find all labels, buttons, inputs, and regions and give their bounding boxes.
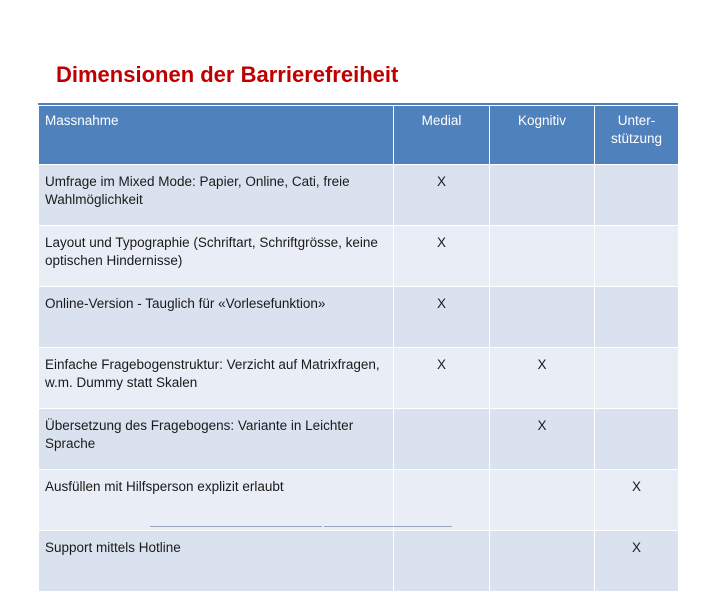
measure-cell: Übersetzung des Fragebogens: Variante in Leichter Sprache xyxy=(39,409,394,470)
header-unterstuetzung: Unter- stützung xyxy=(595,106,679,165)
kognitiv-mark xyxy=(490,226,595,287)
table-header-row xyxy=(39,106,679,165)
slide-title: Dimensionen der Barrierefreiheit xyxy=(56,62,399,87)
unterstuetzung-mark xyxy=(595,165,679,226)
footer-line-left xyxy=(150,526,322,527)
measure-cell: Ausfüllen mit Hilfsperson explizit erlaubt xyxy=(39,470,394,531)
table-row xyxy=(39,409,679,470)
kognitiv-mark: X xyxy=(490,348,595,409)
table-row xyxy=(39,165,679,226)
medial-mark: X xyxy=(394,287,490,348)
header-kognitiv: Kognitiv xyxy=(490,106,595,165)
kognitiv-mark xyxy=(490,287,595,348)
unterstuetzung-mark xyxy=(595,226,679,287)
unterstuetzung-mark xyxy=(595,287,679,348)
table-row xyxy=(39,470,679,531)
medial-mark xyxy=(394,409,490,470)
medial-mark: X xyxy=(394,165,490,226)
kognitiv-mark xyxy=(490,470,595,531)
medial-mark: X xyxy=(394,348,490,409)
table-row xyxy=(39,287,679,348)
measure-cell: Layout und Typographie (Schriftart, Schriftgrösse, keine optischen Hindernisse) xyxy=(39,226,394,287)
measure-cell: Online-Version - Tauglich für «Vorlesefunktion» xyxy=(39,287,394,348)
unterstuetzung-mark xyxy=(595,409,679,470)
measures-table xyxy=(38,105,679,592)
medial-mark xyxy=(394,470,490,531)
table-row xyxy=(39,226,679,287)
header-massnahme: Massnahme xyxy=(39,106,394,165)
measure-cell: Support mittels Hotline xyxy=(39,531,394,592)
kognitiv-mark: X xyxy=(490,409,595,470)
unterstuetzung-mark xyxy=(595,348,679,409)
footer-line-right xyxy=(324,526,452,527)
table-row xyxy=(39,348,679,409)
header-medial: Medial xyxy=(394,106,490,165)
unterstuetzung-mark: X xyxy=(595,470,679,531)
kognitiv-mark xyxy=(490,165,595,226)
unterstuetzung-mark: X xyxy=(595,531,679,592)
measure-cell: Umfrage im Mixed Mode: Papier, Online, Cati, freie Wahlmöglichkeit xyxy=(39,165,394,226)
measure-cell: Einfache Fragebogenstruktur: Verzicht auf Matrixfragen, w.m. Dummy statt Skalen xyxy=(39,348,394,409)
medial-mark: X xyxy=(394,226,490,287)
